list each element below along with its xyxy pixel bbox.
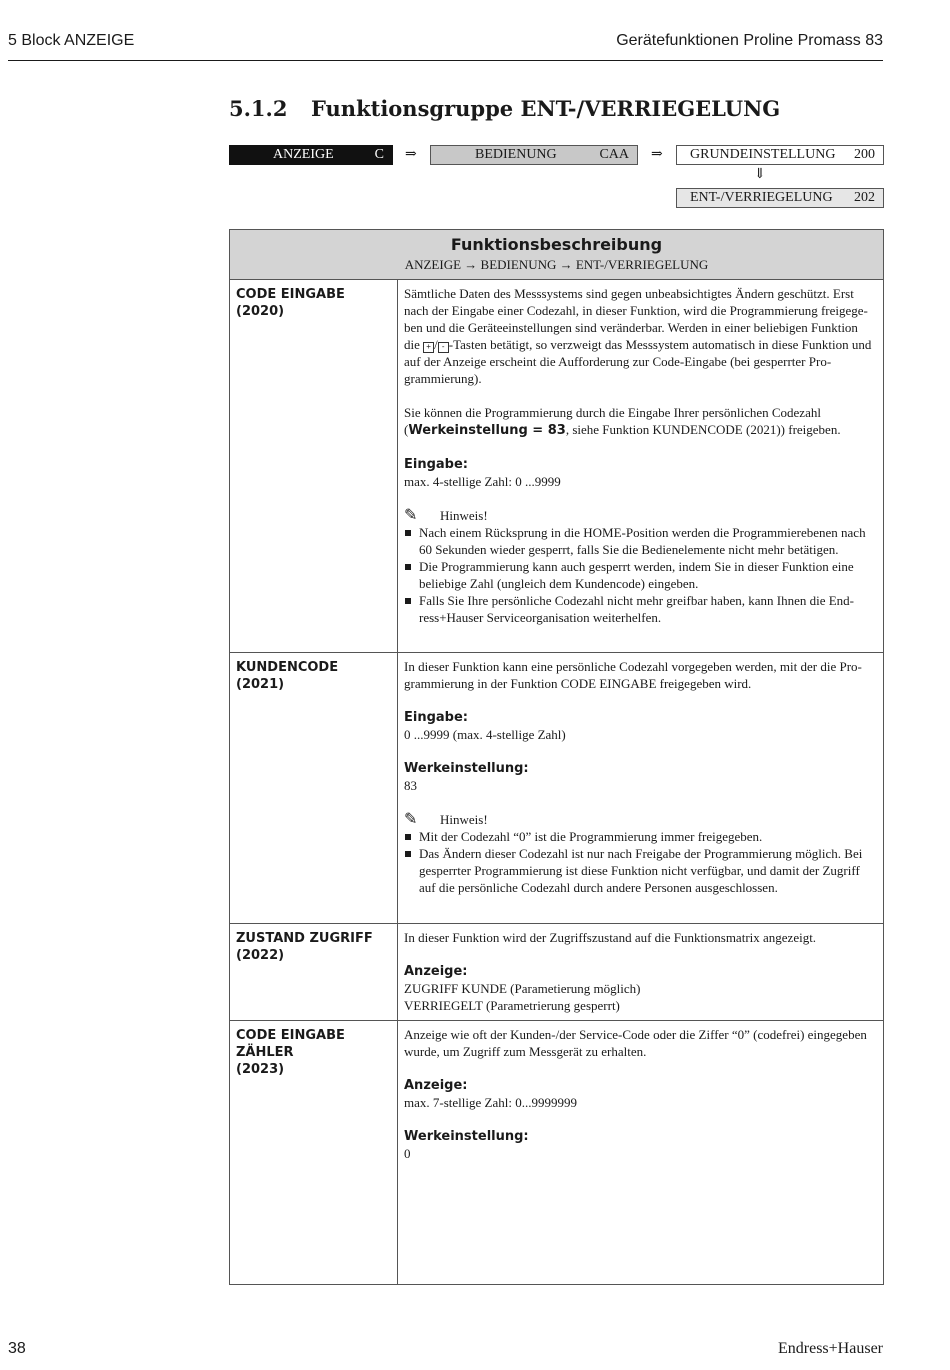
page-number: 38 bbox=[8, 1340, 26, 1357]
input-value: max. 4-stellige Zahl: 0 ...9999 bbox=[404, 474, 561, 489]
nav-box-ent-verriegelung bbox=[676, 188, 884, 208]
nav-box-bedienung bbox=[430, 145, 638, 165]
minus-key-icon: - bbox=[438, 342, 449, 353]
display-value: ZUGRIFF KUNDE (Parametierung möglich) bbox=[404, 981, 641, 996]
function-description-cell bbox=[398, 653, 883, 896]
function-number: (2022) bbox=[236, 948, 285, 963]
table-row-kundencode bbox=[230, 653, 883, 924]
table-row-code-eingabe bbox=[230, 280, 883, 653]
table-title: Funktionsbeschreibung bbox=[450, 235, 663, 254]
text-run: , siehe Funktion KUNDENCODE (2021)) freigeben. bbox=[565, 422, 841, 437]
function-name: CODE EINGABE bbox=[236, 287, 345, 302]
function-name-cell bbox=[230, 924, 398, 1020]
arrow-right-icon: ⇒ bbox=[651, 147, 663, 162]
text-run: Sie können die Programmierung durch die Eingabe Ihrer persönlichen Codezahl ( bbox=[404, 405, 821, 437]
description-paragraph bbox=[404, 404, 877, 439]
display-label: Anzeige: bbox=[404, 1078, 468, 1093]
input-label: Eingabe: bbox=[404, 457, 468, 472]
default-value-inline: Werkeinstellung = 83 bbox=[408, 423, 566, 438]
function-name: ZUSTAND ZUGRIFF bbox=[236, 931, 373, 946]
description-paragraph: In dieser Funktion wird der Zugriffszustand auf die Funktionsmatrix angezeigt. bbox=[404, 930, 817, 945]
hint-heading bbox=[404, 507, 877, 524]
arrow-right-icon: ⇒ bbox=[405, 147, 417, 162]
section-heading bbox=[229, 96, 780, 121]
table-row-zustand-zugriff bbox=[230, 924, 883, 1021]
default-label: Werkeinstellung: bbox=[404, 1129, 529, 1144]
default-label: Werkeinstellung: bbox=[404, 761, 529, 776]
nav-anzeige-label: ANZEIGE bbox=[273, 147, 334, 162]
display-value: VERRIEGELT (Parametrierung gesperrt) bbox=[404, 998, 620, 1013]
nav-box-anzeige bbox=[229, 145, 393, 165]
brand-name: Endress+Hauser bbox=[778, 1340, 883, 1357]
running-header-right: Gerätefunktionen Proline Promass 83 bbox=[616, 32, 883, 49]
nav-bedienung-label: BEDIENUNG bbox=[475, 147, 557, 162]
nav-anzeige-code: C bbox=[374, 147, 384, 162]
input-label: Eingabe: bbox=[404, 710, 468, 725]
function-name-cell bbox=[230, 280, 398, 652]
plus-key-icon: + bbox=[423, 342, 434, 353]
list-item: Nach einem Rücksprung in die HOME-Position werden die Programmierebenen nach 60 Sekunden wieder gesperrt, falls Sie die Bedienelemente nicht mehr betätigen. bbox=[404, 524, 877, 558]
nav-grund-label: GRUNDEINSTELLUNG bbox=[690, 147, 836, 162]
function-name: CODE EINGABE ZÄHLER bbox=[236, 1028, 345, 1060]
default-value: 83 bbox=[404, 778, 417, 793]
running-header-left: 5 Block ANZEIGE bbox=[8, 32, 135, 49]
function-description-cell bbox=[398, 924, 883, 1014]
input-value: 0 ...9999 (max. 4-stellige Zahl) bbox=[404, 727, 566, 742]
description-paragraph: In dieser Funktion kann eine persönliche Codezahl vorgegeben werden, mit der die Pro-grammierung in der Funktion CODE EINGABE freigegeben wird. bbox=[404, 659, 862, 691]
function-table bbox=[229, 229, 884, 1285]
default-value: 0 bbox=[404, 1146, 411, 1161]
nav-bedienung-code: CAA bbox=[599, 147, 629, 162]
pencil-icon: ✎ bbox=[404, 811, 418, 828]
text-run: -Tasten betätigt, so verzweigt das Messsystem automatisch in diese Funktion und auf der Anzeige erscheint die Aufforderung zur Code-Eingabe (bei gesperrter Pro-grammierung). bbox=[404, 337, 872, 386]
section-title: Funktionsgruppe ENT-/VERRIEGELUNG bbox=[311, 96, 781, 121]
hint-list bbox=[404, 524, 877, 626]
function-name: KUNDENCODE bbox=[236, 660, 339, 675]
function-number: (2021) bbox=[236, 677, 285, 692]
function-number: (2023) bbox=[236, 1062, 285, 1077]
function-number: (2020) bbox=[236, 304, 285, 319]
list-item: Das Ändern dieser Codezahl ist nur nach Freigabe der Programmierung möglich. Bei gesperrter Programmierung ist diese Funktion nicht verfügbar, und damit der Zugriff auf die persönliche Codezahl durch andere Personen ausgeschlossen. bbox=[404, 845, 877, 896]
table-path: ANZEIGE → BEDIENUNG → ENT-/VERRIEGELUNG bbox=[404, 257, 709, 272]
nav-box-grundeinstellung bbox=[676, 145, 884, 165]
list-item: Falls Sie Ihre persönliche Codezahl nicht mehr greifbar haben, kann Ihnen die End-ress+Hauser Serviceorganisation weiterhelfen. bbox=[404, 592, 877, 626]
section-number: 5.1.2 bbox=[229, 96, 288, 121]
list-item: Mit der Codezahl “0” ist die Programmierung immer freigegeben. bbox=[404, 828, 877, 845]
list-item: Die Programmierung kann auch gesperrt werden, indem Sie in dieser Funktion eine beliebige Zahl (ungleich dem Kundencode) eingeben. bbox=[404, 558, 877, 592]
function-description-cell bbox=[398, 1021, 883, 1162]
function-name-cell bbox=[230, 1021, 398, 1285]
hint-label: Hinweis! bbox=[440, 508, 488, 523]
display-value: max. 7-stellige Zahl: 0...9999999 bbox=[404, 1095, 577, 1110]
key-separator: / bbox=[434, 337, 438, 352]
hint-label: Hinweis! bbox=[440, 812, 488, 827]
table-row-code-eingabe-zaehler bbox=[230, 1021, 883, 1285]
description-paragraph: Anzeige wie oft der Kunden-/der Service-Code oder die Ziffer “0” (codefrei) eingegeben wurde, um Zugriff zum Messgerät zu erhalten. bbox=[404, 1027, 867, 1059]
header-rule bbox=[8, 60, 883, 61]
nav-ent-code: 202 bbox=[854, 190, 875, 205]
function-name-cell bbox=[230, 653, 398, 923]
hint-list bbox=[404, 828, 877, 896]
description-paragraph bbox=[404, 285, 877, 387]
function-description-cell bbox=[398, 280, 883, 626]
nav-ent-label: ENT-/VERRIEGELUNG bbox=[690, 190, 833, 205]
nav-grund-code: 200 bbox=[854, 147, 875, 162]
pencil-icon: ✎ bbox=[404, 507, 418, 524]
arrow-down-icon: ⇓ bbox=[754, 167, 766, 182]
display-label: Anzeige: bbox=[404, 964, 468, 979]
text-run: Sämtliche Daten des Messsystems sind gegen unbeabsichtigtes Ändern geschützt. Erst nach der Eingabe einer Codezahl, in dieser Funktion, wird die Programmierung freigege-ben und die Geräteeinstellungen sind veränderbar. Werden in einer beliebigen Funktion die bbox=[404, 286, 868, 352]
table-header bbox=[230, 230, 883, 280]
hint-heading bbox=[404, 811, 877, 828]
